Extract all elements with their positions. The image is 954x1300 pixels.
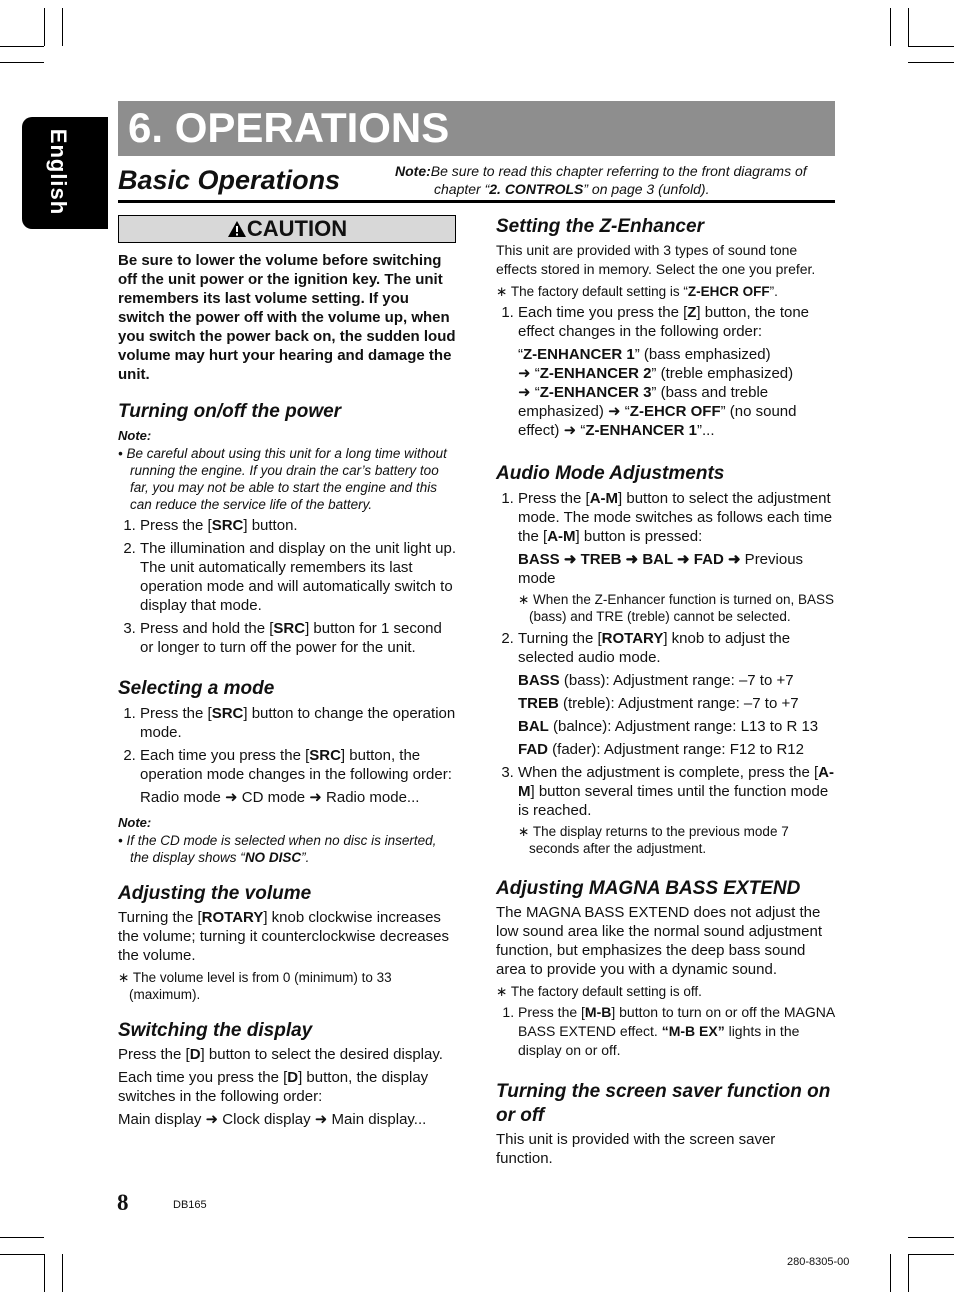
warning-triangle-icon	[227, 220, 247, 238]
saver-heading: Turning the screen saver function on or off	[496, 1081, 831, 1126]
crop-mark	[44, 8, 45, 46]
volume-footnote: ∗ The volume level is from 0 (minimum) to 33 (maximum).	[118, 970, 392, 1002]
left-column	[118, 215, 458, 1133]
model-code: DB165	[173, 1199, 207, 1211]
top-note-line2-end: ” on page 3 (unfold).	[583, 181, 710, 197]
crop-mark	[0, 62, 44, 63]
volume-text: Turning the [ROTARY] knob clockwise increases the volume; turning it counterclockwise decreases the volume.	[118, 909, 449, 964]
section-subtitle: Basic Operations	[118, 165, 341, 195]
crop-mark	[908, 1237, 954, 1238]
mbass-text: The MAGNA BASS EXTEND does not adjust the low sound area like the normal sound adjustment function, but emphasizes the deep bass sound area to provide you with a dynamic sound.	[496, 904, 823, 978]
crop-mark	[0, 1237, 44, 1238]
right-column	[496, 215, 836, 1172]
top-note-line1: Be sure to read this chapter referring to the front diagrams of	[430, 163, 807, 179]
audio-heading: Audio Mode Adjustments	[496, 463, 725, 484]
zenh-footnote: ∗ The factory default setting is “Z-EHCR OFF”.	[496, 284, 778, 299]
mbass-steps	[496, 1003, 836, 1060]
crop-mark	[890, 1254, 891, 1292]
audio-footnote-2: ∗ The display returns to the previous mode 7 seconds after the adjustment.	[518, 824, 789, 856]
mbass-heading: Adjusting MAGNA BASS EXTEND	[496, 878, 801, 899]
mode-step-2: 2. Each time you press the [SRC] button, the operation mode changes in the following order:	[140, 746, 458, 784]
crop-mark	[0, 1254, 44, 1255]
zenh-steps	[496, 303, 836, 341]
mode-note-label: Note:	[118, 815, 152, 830]
power-step-1: 1. Press the [SRC] button.	[140, 516, 458, 535]
page-title: 6. OPERATIONS	[128, 104, 450, 151]
language-tab-label: English	[46, 128, 71, 216]
audio-step-1: 1. Press the [A-M] button to select the adjustment mode. The mode switches as follows each time the [A-M] button is pressed: BASS ➜ TREB ➜ BAL ➜ FAD ➜ Previous mode ∗ When the Z-Enhancer function is turned on, BASS (bass) and TRE (treble) cannot be selected.	[518, 489, 836, 625]
audio-step-3: 3. When the adjustment is complete, press the [A-M] button several times until the function mode is reached. ∗ The display returns to the previous mode 7 seconds after the adjustment.	[518, 763, 836, 857]
mode-step-1: 1. Press the [SRC] button to change the operation mode.	[140, 704, 458, 742]
crop-mark	[908, 1254, 954, 1255]
display-text-1: Press the [D] button to select the desired display.	[118, 1046, 443, 1063]
header-rule	[118, 200, 835, 203]
mode-heading: Selecting a mode	[118, 678, 275, 699]
mode-steps	[118, 704, 458, 784]
crop-mark	[890, 8, 891, 46]
crop-mark	[908, 62, 954, 63]
zenh-sequence: “Z-ENHANCER 1” (bass emphasized) ➜ “Z-ENHANCER 2” (treble emphasized) ➜ “Z-ENHANCER 3” (bass and treble emphasized) ➜ “Z-EHCR OFF” (no sound effect) ➜ “Z-ENHANCER 1”...	[518, 346, 797, 439]
top-note-chapter-ref: 2. CONTROLS	[489, 181, 584, 197]
audio-footnote-1: ∗ When the Z-Enhancer function is turned on, BASS (bass) and TRE (treble) cannot be selected.	[518, 592, 834, 624]
audio-steps	[496, 489, 836, 857]
document-code: 280-8305-00	[787, 1256, 850, 1268]
display-heading: Switching the display	[118, 1020, 313, 1041]
mbass-step-1: 1. Press the [M-B] button to turn on or off the MAGNA BASS EXTEND effect. “M-B EX” lights in the display on or off.	[518, 1003, 836, 1060]
page-number: 8	[117, 1190, 129, 1215]
zenh-step-1: 1. Each time you press the [Z] button, the tone effect changes in the following order:	[518, 303, 836, 341]
top-note-prefix: Note:	[395, 163, 431, 179]
power-note-label: Note:	[118, 428, 152, 443]
display-sequence: Main display ➜ Clock display ➜ Main display...	[118, 1111, 427, 1128]
crop-mark	[908, 8, 909, 46]
display-text-2: Each time you press the [D] button, the display switches in the following order:	[118, 1069, 429, 1105]
power-step-3: 3. Press and hold the [SRC] button for 1 second or longer to turn off the power for the unit.	[140, 619, 458, 657]
audio-step-2: 2. Turning the [ROTARY] knob to adjust the selected audio mode. BASS (bass): Adjustment range: –7 to +7 TREB (treble): Adjustment range: –7 to +7 BAL (balnce): Adjustment range: L13 to R 13 FAD (fader): Adjustment range: F12 to R12	[518, 629, 836, 759]
power-note: • Be careful about using this unit for a long time without running the engine. If you drain the car’s battery too far, you may not be able to start the engine and this can reduce the service life of the battery.	[118, 446, 447, 512]
crop-mark	[908, 46, 954, 47]
mode-sequence: Radio mode ➜ CD mode ➜ Radio mode...	[140, 789, 420, 806]
zenh-text: This unit are provided with 3 types of sound tone effects stored in memory. Select the one you prefer.	[496, 242, 816, 277]
mbass-footnote: ∗ The factory default setting is off.	[496, 984, 702, 999]
crop-mark	[44, 1254, 45, 1292]
top-note	[395, 162, 840, 198]
crop-mark	[908, 1254, 909, 1292]
saver-text: This unit is provided with the screen saver function.	[496, 1131, 776, 1167]
caution-box	[118, 215, 456, 243]
power-steps	[118, 516, 458, 657]
crop-mark	[62, 1254, 63, 1292]
zenh-heading: Setting the Z-Enhancer	[496, 216, 704, 237]
mode-note: • If the CD mode is selected when no disc is inserted, the display shows “NO DISC”.	[118, 833, 437, 865]
power-heading: Turning on/off the power	[118, 401, 342, 422]
crop-mark	[62, 8, 63, 46]
power-step-2: 2. The illumination and display on the unit light up. The unit automatically remembers its last operation mode and will automatically switch to display that mode.	[140, 539, 458, 615]
caution-label: CAUTION	[246, 216, 348, 241]
top-note-line2: chapter “	[434, 181, 490, 197]
caution-text: Be sure to lower the volume before switching off the unit power or the ignition key. The unit remembers its last volume setting. If you switch the power off with the volume up, when you switch the power back on, the sudden loud volume may hurt your hearing and damage the unit.	[118, 252, 456, 383]
crop-mark	[0, 46, 44, 47]
volume-heading: Adjusting the volume	[118, 883, 312, 904]
